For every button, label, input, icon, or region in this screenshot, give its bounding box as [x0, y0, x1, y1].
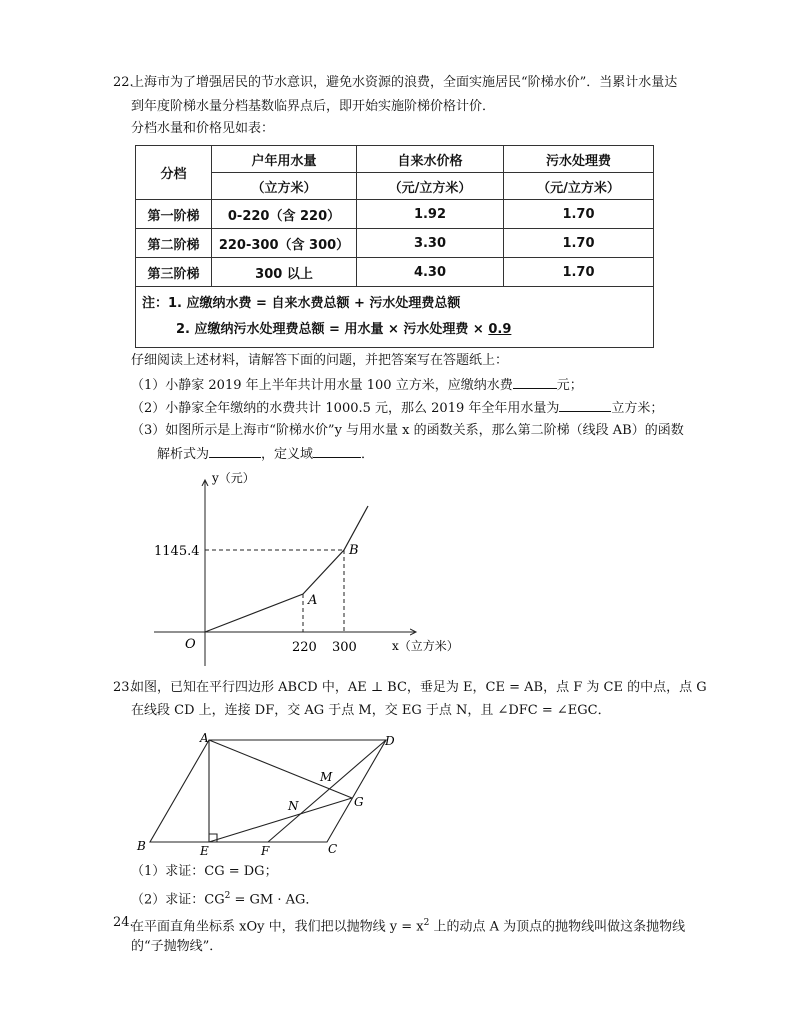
table-note: [136, 287, 654, 348]
table-row: [136, 229, 654, 258]
tier-price-table: [135, 145, 654, 348]
origin-label: O: [185, 637, 196, 652]
label-f: F: [261, 844, 270, 858]
label-a: A: [200, 731, 209, 745]
table-cell: 1.70: [504, 229, 654, 258]
x-axis-label: x（立方米）: [392, 639, 459, 653]
label-e: E: [200, 844, 209, 858]
table-cell: 3.30: [357, 229, 504, 258]
q22-instruction: 仔细阅读上述材料，请解答下面的问题，并把答案写在答题纸上：: [131, 353, 509, 368]
q23-line1: 如图，已知在平行四边形 ABCD 中，AE ⊥ BC，垂足为 E，CE = AB，点 F 为 CE 的中点，点 G: [131, 680, 707, 695]
table-cell: 300 以上: [212, 258, 357, 287]
q22-sub1: （1）小静家 2019 年上半年共计用水量 100 立方米，应缴纳水费 元；: [131, 378, 583, 393]
header-water-price: 自来水价格: [357, 146, 504, 173]
header-sewage-fee-unit: （元/立方米）: [504, 173, 654, 200]
table-cell: 第三阶梯: [136, 258, 212, 287]
label-n: N: [288, 799, 299, 813]
header-usage: 户年用水量: [212, 146, 357, 173]
note-line2: 2. 应缴纳污水处理费总额 = 用水量 × 污水处理费 × 0.9: [176, 322, 512, 337]
q23-line2: 在线段 CD 上，连接 DF，交 AG 于点 M，交 EG 于点 N，且 ∠DFC = ∠EGC．: [131, 703, 611, 718]
header-tier: 分档: [136, 146, 212, 200]
segment-ag: [209, 740, 352, 798]
q22-sub3-line2: 解析式为 ，定义域 ．: [157, 447, 375, 462]
y-tick-label: 1145.4: [154, 544, 200, 559]
q23-number: 23.: [113, 680, 134, 695]
q22-number: 22.: [113, 75, 134, 90]
note-line1: 注：1. 应缴纳水费 = 自来水费总额 + 污水处理费总额: [142, 296, 461, 311]
label-c: C: [328, 842, 338, 856]
y-axis-label: y（元）: [212, 471, 255, 485]
table-cell: 第二阶梯: [136, 229, 212, 258]
table-cell: 1.92: [357, 200, 504, 229]
q24-line2: 的“子抛物线”．: [131, 939, 223, 954]
answer-blank[interactable]: [209, 445, 261, 458]
note-factor: 0.9: [488, 322, 512, 337]
label-g: G: [354, 795, 364, 809]
table-cell: 0-220（含 220）: [212, 200, 357, 229]
table-row: [136, 200, 654, 229]
q22-intro-line3: 分档水量和价格见如表：: [131, 121, 275, 136]
q23-proof2: （2）求证：$CG^2$ = GM · AG．: [131, 891, 319, 908]
q23-proof1: （1）求证：CG = DG；: [131, 864, 278, 879]
table-cell: 1.70: [504, 258, 654, 287]
header-sewage-fee: 污水处理费: [504, 146, 654, 173]
label-m: M: [320, 770, 333, 784]
segment-df: [268, 740, 386, 842]
table-cell: 4.30: [357, 258, 504, 287]
answer-blank[interactable]: [313, 445, 361, 458]
table-cell: 1.70: [504, 200, 654, 229]
q22-sub3-line1: （3）如图所示是上海市“阶梯水价”y 与用水量 x 的函数关系，那么第二阶梯（线段 AB）的函数: [131, 423, 684, 438]
q22-intro-line2: 到年度阶梯水量分档基数临界点后，即开始实施阶梯价格计价．: [131, 99, 496, 114]
x-tick-label: 220: [292, 640, 317, 655]
parallelogram-abcd: [150, 740, 386, 842]
q24-line1: 在平面直角坐标系 xOy 中，我们把以抛物线 $y = x^2$ 上的动点 A 为顶点的抛物线叫做这条抛物线: [131, 918, 686, 935]
q22-sub2: （2）小静家全年缴纳的水费共计 1000.5 元，那么 2019 年全年用水量为 立方米；: [131, 401, 664, 416]
table-cell: 第一阶梯: [136, 200, 212, 229]
point-b-label: B: [349, 543, 359, 558]
header-usage-unit: （立方米）: [212, 173, 357, 200]
label-b: B: [137, 839, 146, 853]
point-a-label: A: [308, 593, 318, 608]
parallelogram-figure: [130, 728, 400, 858]
water-price-graph: [140, 468, 459, 668]
table-row: [136, 258, 654, 287]
header-water-price-unit: （元/立方米）: [357, 173, 504, 200]
answer-blank[interactable]: [559, 399, 611, 412]
label-d: D: [385, 734, 395, 748]
q22-intro-line1: 上海市为了增强居民的节水意识，避免水资源的浪费，全面实施居民“阶梯水价”．当累计水量达: [131, 75, 678, 90]
x-tick-label: 300: [332, 640, 357, 655]
table-cell: 220-300（含 300）: [212, 229, 357, 258]
answer-blank[interactable]: [513, 376, 557, 389]
q24-number: 24.: [113, 915, 134, 930]
